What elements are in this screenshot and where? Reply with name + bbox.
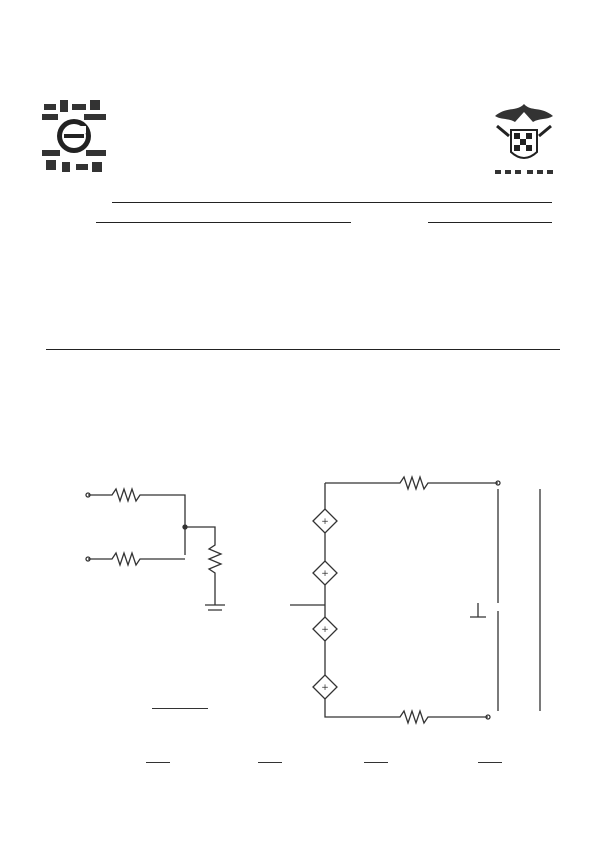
svg-text:+: +	[321, 625, 329, 635]
id-field[interactable]	[428, 222, 552, 223]
name-field[interactable]	[96, 222, 351, 223]
hw-g4-num	[478, 762, 502, 763]
svg-text:+: +	[321, 517, 329, 527]
hw-g2-num	[258, 762, 282, 763]
hw-g3-num	[364, 762, 388, 763]
school-logo	[40, 98, 112, 176]
svg-text:+: +	[321, 683, 329, 693]
university-crest	[487, 100, 561, 180]
surname-field[interactable]	[112, 202, 552, 203]
hw-eq-vc-num	[152, 708, 208, 709]
divider	[46, 349, 560, 350]
circuit-diagram	[0, 455, 600, 755]
hw-g1-num	[146, 762, 170, 763]
svg-text:+: +	[321, 569, 329, 579]
